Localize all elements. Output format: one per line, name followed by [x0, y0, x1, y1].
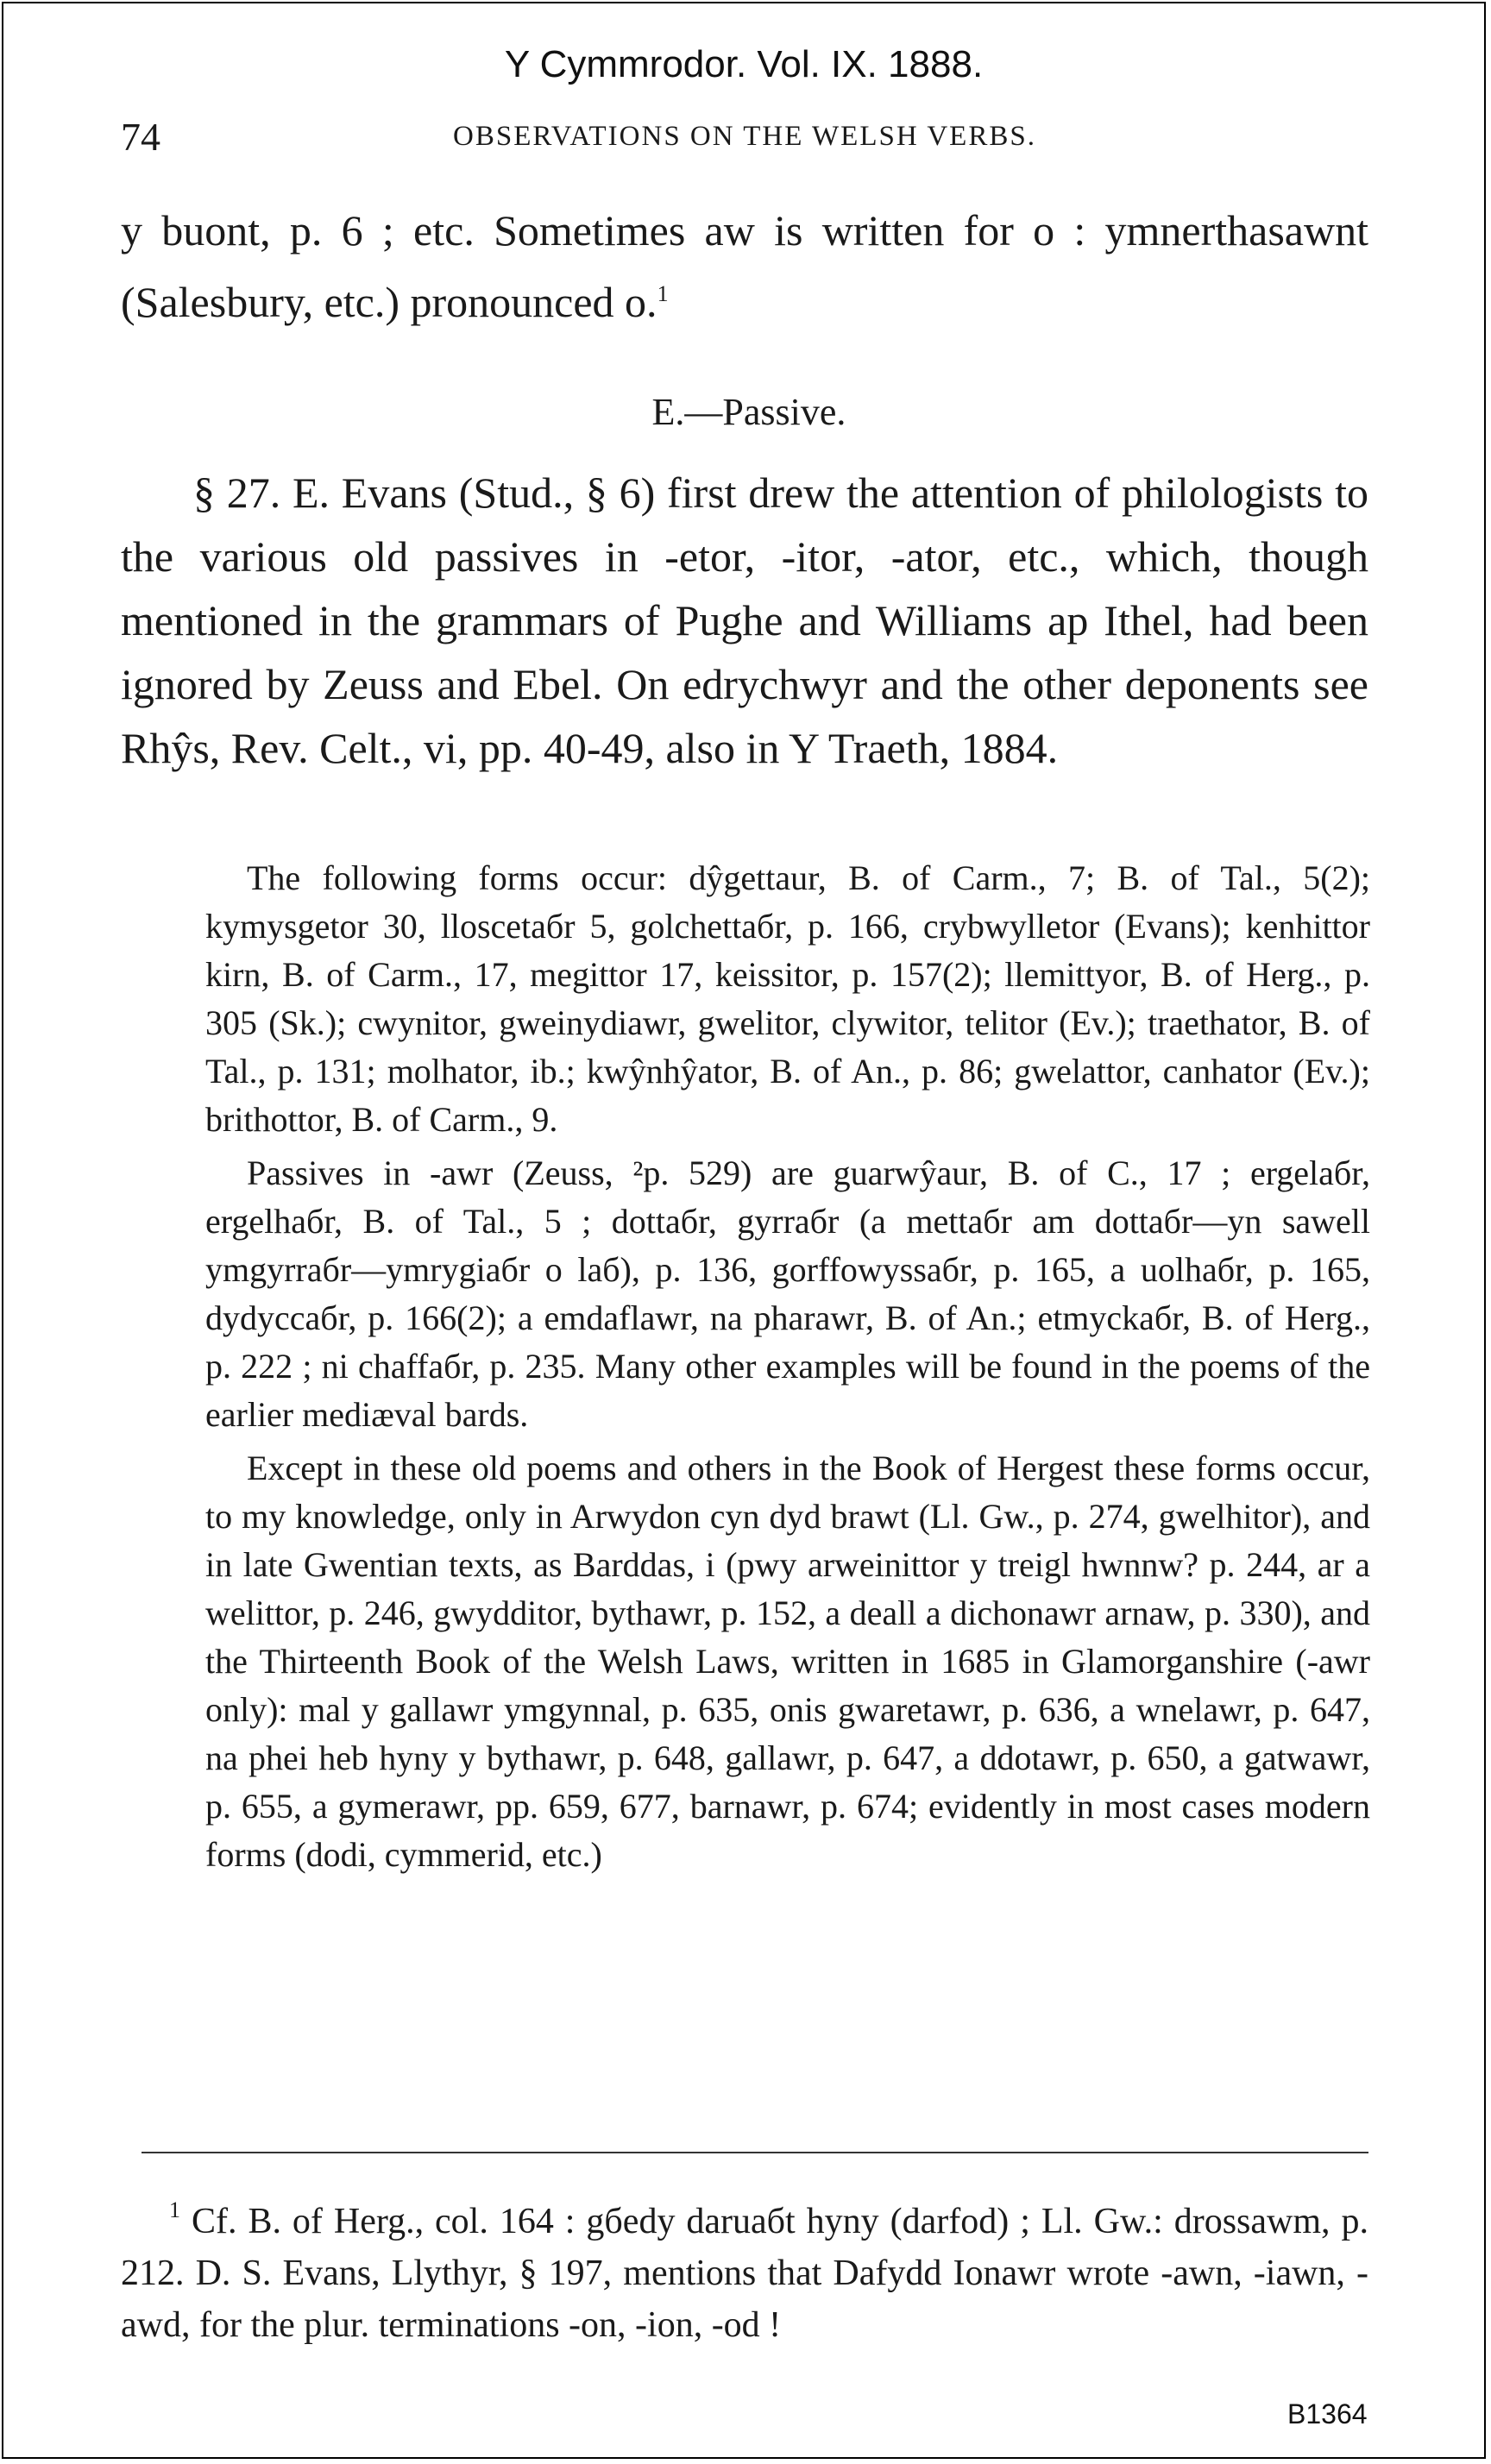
- paragraph-continuation: [121, 198, 1368, 334]
- source-label-top: Y Cymmrodor. Vol. IX. 1888.: [504, 43, 984, 85]
- running-title: OBSERVATIONS ON THE WELSH VERBS.: [453, 121, 1036, 152]
- source-label-bottom: B1364: [1287, 2398, 1368, 2429]
- footnote-divider: [142, 2152, 1368, 2153]
- page-frame: [2, 2, 1486, 2459]
- small-text-block: [205, 854, 1370, 1884]
- paragraph-continuation-text: y buont, p. 6 ; etc. Sometimes aw is written for o : ymnerthasawnt (Salesbury, etc.) pronounced o.: [121, 206, 1368, 326]
- small-paragraph-forms: The following forms occur: dŷgettaur, B. of Carm., 7; B. of Tal., 5(2); kymysgetor 30, lloscetaбr 5, golchettaбr, p. 166, crybwylletor (Evans); kenhittor kirn, B. of Carm., 17, megittor 17, keissitor, p. 157(2); llemittyor, B. of Herg., p. 305 (Sk.); cwynitor, gweinydiawr, gwelitor, clywitor, telitor (Ev.); traethator, B. of Tal., p. 131; molhator, ib.; kwŷnhŷator, B. of An., p. 86; gwelattor, canhator (Ev.); brithottor, B. of Carm., 9.: [205, 858, 1370, 1139]
- small-paragraph-passives-awr: Passives in -awr (Zeuss, ²p. 529) are guarwŷaur, B. of C., 17 ; ergelaбr, ergelhaбr, B. of Tal., 5 ; dottaбr, gyrraбr (a mettaбr am dottaбr—yn sawell ymgyrraбr—ymrygiaбr o laб), p. 136, gorffowyssaбr, p. 165, a uolhaбr, p. 165, dydyccaбr, p. 166(2); a emdaflawr, na pharawr, B. of An.; etmyckaбr, B. of Herg., p. 222 ; ni chaffaбr, p. 235. Many other examples will be found in the poems of the earlier mediæval bards.: [205, 1153, 1370, 1434]
- page-number: 74: [121, 115, 160, 159]
- paragraph-main: § 27. E. Evans (Stud., § 6) first drew the attention of philologists to the various old passives in -etor, -itor, -ator, etc., which, though mentioned in the grammars of Pughe and Williams ap Ithel, had been ignored by Zeuss and Ebel. On edrychwyr and the other deponents see Rhŷs, Rev. Celt., vi, pp. 40-49, also in Y Traeth, 1884.: [121, 468, 1368, 772]
- footnote-ref: 1: [657, 281, 669, 306]
- footnote-marker: 1: [169, 2197, 180, 2222]
- section-title: E.—Passive.: [651, 391, 846, 433]
- running-header: [121, 114, 1368, 166]
- small-paragraph-except: Except in these old poems and others in the Book of Hergest these forms occur, to my knowledge, only in Arwydon cyn dyd brawt (Ll. Gw., p. 274, gwelhitor), and in late Gwentian texts, as Barddas, i (pwy arweinittor y treigl hwnnw? p. 244, ar a welittor, p. 246, gwydditor, bythawr, p. 152, a deall a dichonawr arnaw, p. 330), and the Thirteenth Book of the Welsh Laws, written in 1685 in Glamorganshire (-awr only): mal y gallawr ymgynnal, p. 635, onis gwaretawr, p. 636, a wnelawr, p. 647, na phei heb hyny y bythawr, p. 648, gallawr, p. 647, a ddotawr, p. 650, a gatwawr, p. 655, a gymerawr, pp. 659, 677, barnawr, p. 674; evidently in most cases modern forms (dodi, cymmerid, etc.): [205, 1449, 1370, 1874]
- footnote: [121, 2184, 1368, 2351]
- footnote-text: Cf. B. of Herg., col. 164 : gбedy daruaбt hyny (darfod) ; Ll. Gw.: drossawm, p. 212. D. S. Evans, Llythyr, § 197, mentions that Dafydd Ionawr wrote -awn, -iawn, -awd, for the plur. terminations -on, -ion, -od !: [121, 2202, 1368, 2345]
